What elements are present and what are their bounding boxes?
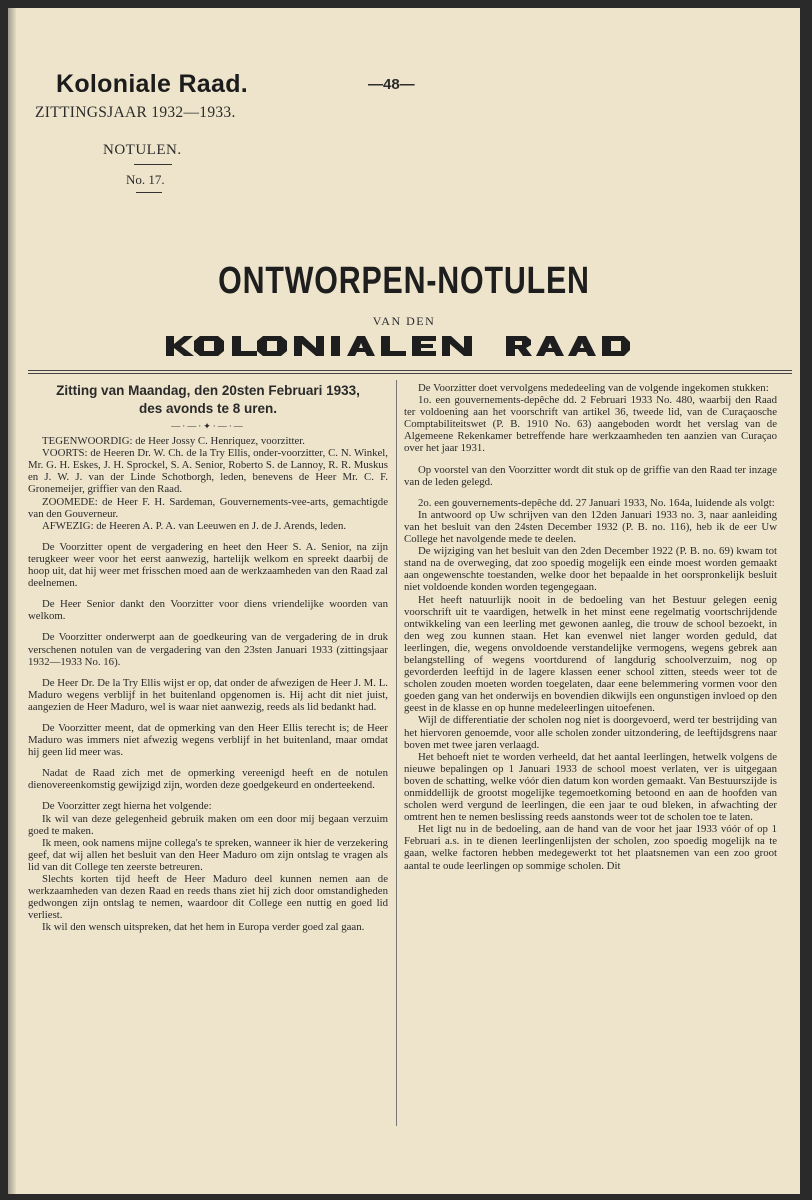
- blackletter-raad-logo: [162, 334, 646, 358]
- session-heading-line1: Zitting van Maandag, den 20sten Februari 1933,: [56, 383, 360, 398]
- paragraph: TEGENWOORDIG: de Heer Jossy C. Henriquez, voorzitter.: [42, 435, 305, 448]
- paragraph: Ik meen, ook namens mijne collega's te spreken, wanneer ik hier de verzekering geef, dat wij allen het besluit van den Heer Maduro om zijn ontslag te vragen als lid van dit College ten zeerste betreuren.: [28, 836, 388, 873]
- document-page: [8, 8, 800, 1194]
- paragraph: De Voorzitter zegt hierna het volgende:: [42, 800, 212, 813]
- paragraph: De Voorzitter meent, dat de opmerking van den Heer Ellis terecht is; de Heer Maduro was immers niet afwezig wegens verblijf in het buitenland, maar omdat hij geen lid meer was.: [28, 721, 388, 759]
- publication-title: Koloniale Raad.: [56, 70, 249, 98]
- paragraph: ZOOMEDE: de Heer F. H. Sardeman, Gouvernements-vee-arts, gemachtigde van den Gouverneur.: [28, 495, 388, 520]
- paragraph: AFWEZIG: de Heeren A. P. A. van Leeuwen en J. de J. Arends, leden.: [42, 519, 347, 532]
- paragraph: VOORTS: de Heeren Dr. W. Ch. de la Try Ellis, onder-voorzitter, C. N. Winkel, Mr. G. H. Eskes, J. H. Sprockel, S. A. Senior, Roberto S. de Lannoy, R. R. Muskus en J. W. J. van der Linde Schotborgh, leden, benevens de Heer Mr. C. F. Gronemeijer, griffier van den Raad.: [28, 447, 388, 496]
- column-divider: [396, 380, 397, 1126]
- paragraph: De Heer Dr. De la Try Ellis wijst er op, dat onder de afwezigen de Heer J. M. L. Maduro wegens verblijf in het buitenland opgenomen is. Hij acht dit niet juist, aangezien de Heer Maduro, wel is waar niet aanwezig, reeds als lid bedankt had.: [28, 676, 388, 713]
- paragraph: 2o. een gouvernements-depêche dd. 27 Januari 1933, No. 164a, luidende als volgt:: [418, 496, 775, 509]
- paragraph: Ik wil den wensch uitspreken, dat het hem in Europa verder goed zal gaan.: [42, 921, 365, 934]
- paragraph: De Voorzitter onderwerpt aan de goedkeuring van de vergadering de in druk verschenen notulen van de vergadering van den 23sten Januari 1933 (zittingsjaar 1932—1933 No. 16).: [28, 631, 388, 668]
- header-rule: [134, 164, 172, 165]
- paragraph: De Voorzitter doet vervolgens mededeeling van de volgende ingekomen stukken:: [418, 382, 769, 394]
- paragraph: Nadat de Raad zich met de opmerking vereenigd heeft en de notulen dienovereenkomstig gewijzigd zijn, worden deze goedgekeurd en onderteekend.: [28, 767, 388, 792]
- notulen-number: No. 17.: [126, 172, 165, 187]
- paragraph: In antwoord op Uw schrijven van den 12den Januari 1933 no. 3, naar aanleiding van het besluit van den 24sten December 1932 (P. B. no. 116), heb ik de eer Uw College het navolgende mede te deelen.: [404, 508, 777, 546]
- paragraph: Het ligt nu in de bedoeling, aan de hand van de voor het jaar 1933 vóór of op 1 Februari a.s. in te dienen leerlingenlijsten der scholen, zoo spoedig mogelijk na te gaan, welke factoren hebben medegewerkt tot het plaatsnemen van een zoo groot aantal te oude leerlingen op sommige scholen. Dit: [404, 823, 777, 872]
- paragraph: Op voorstel van den Voorzitter wordt dit stuk op de griffie van den Raad ter inzage van de leden gelegd.: [404, 463, 777, 488]
- masthead-rule: [28, 373, 792, 374]
- ornament-divider: —·—·✦·—·—: [171, 421, 245, 431]
- paragraph: 1o. een gouvernements-depêche dd. 2 Februari 1933 No. 480, waarbij den Raad ter voldoening aan het voorschrift van artikel 36, tweede lid, van de Curaçaosche Comptabiliteitswet (P. B. 1910 No. 63) aangeboden wordt het verslag van de Algemeene Rekenkamer betreffende hare werkzaamheden ten aanzien van Curaçao over het jaar 1931.: [404, 394, 777, 455]
- right-column: [404, 382, 777, 872]
- masthead-van-den: VAN DEN: [372, 314, 436, 328]
- paragraph: De wijziging van het besluit van den 2den December 1922 (P. B. no. 69) kwam tot stand na de overweging, dat zoo spoedig mogelijk een einde moest worden gemaakt aan ongewenschte toestanden, welke door het bepaalde in het oorspronkelijk besluit niet voldoende konden worden tegengegaan.: [404, 545, 777, 594]
- paragraph: De Voorzitter opent de vergadering en heet den Heer S. A. Senior, na zijn terugkeer weer voor het eerst aanwezig, hartelijk welkom en spreekt daarbij de hoop uit, dat hij weer met frisschen moed aan de werkzaamheden van den Raad zal deelnemen.: [28, 540, 388, 590]
- masthead-title: ONTWORPEN-NOTULEN: [218, 260, 590, 302]
- paragraph: Wijl de differentiatie der scholen nog niet is doorgevoerd, werd ter bestrijding van het hiervoren genoemde, voor alle scholen zonder uitzondering, de leeftijdsgrens naar boven met twee jaren verlaagd.: [404, 714, 777, 751]
- session-heading-line2: des avonds te 8 uren.: [138, 401, 278, 416]
- left-column: [28, 382, 388, 933]
- session-year: ZITTINGSJAAR 1932—1933.: [35, 104, 236, 121]
- paragraph: Het heeft natuurlijk nooit in de bedoeling van het Bestuur gelegen eenig voorschrift uit te vaardigen, hetwelk in het minst eene regelmatig voortschrijdende ontwikkeling van een leerling met gewonen aanleg, die trouw de school bezoekt, in den weg zou kunnen staan. Het kan evenwel niet langer worden geduld, dat leerlingen, die, wegens onvoldoende verstandelijke vermogens, wegens gebrek aan belangstelling of wegens voortdurend of langdurig schoolverzuim, nog op gevorderden leeftijd in de lagere klassen eener school zitten, steeds weer tot de scholen zouden moeten worden toegelaten, daar eene belemmering vormen voor den goeden gang van het onderwijs en bovendien dikwijls een ongunstigen invloed op den geest in de klasse en op hunne medeleerlingen uitoefenen.: [404, 593, 777, 715]
- page-number: —48—: [368, 76, 415, 93]
- header-rule: [136, 192, 162, 193]
- paragraph: De Heer Senior dankt den Voorzitter voor diens vriendelijke woorden van welkom.: [28, 598, 388, 623]
- paragraph: Ik wil van deze gelegenheid gebruik maken om een door mij begaan verzuim goed te maken.: [28, 812, 388, 837]
- paragraph: Slechts korten tijd heeft de Heer Maduro deel kunnen nemen aan de werkzaamheden van dezen Raad en reeds thans ziet hij zich door omstandigheden gedwongen zijn ontslag te nemen, waardoor dit College een nuttig en goed lid verliest.: [28, 873, 388, 922]
- page-edge-shadow: [8, 8, 16, 1194]
- paragraph: Het behoeft niet te worden verheeld, dat het aantal leerlingen, hetwelk volgens de nieuwe bepalingen op 1 Januari 1933 de school moest verlaten, ver is uitgegaan boven de schatting, welke vóór dien datum kon worden gemaakt. Van Bestuurszijde is onmiddellijk de grootst mogelijke tegemoetkoming betoond en aan de hoofden van scholen werd vergund de leerlingen, die een jaar te oud bleken, in afwachting der omtrent hen te nemen beslissing reeds aanstonds weer tot de scholen toe te laten.: [404, 750, 777, 824]
- notulen-label: NOTULEN.: [103, 142, 182, 158]
- masthead-blackletter-logo: [8, 334, 800, 363]
- masthead-rule: [28, 370, 792, 371]
